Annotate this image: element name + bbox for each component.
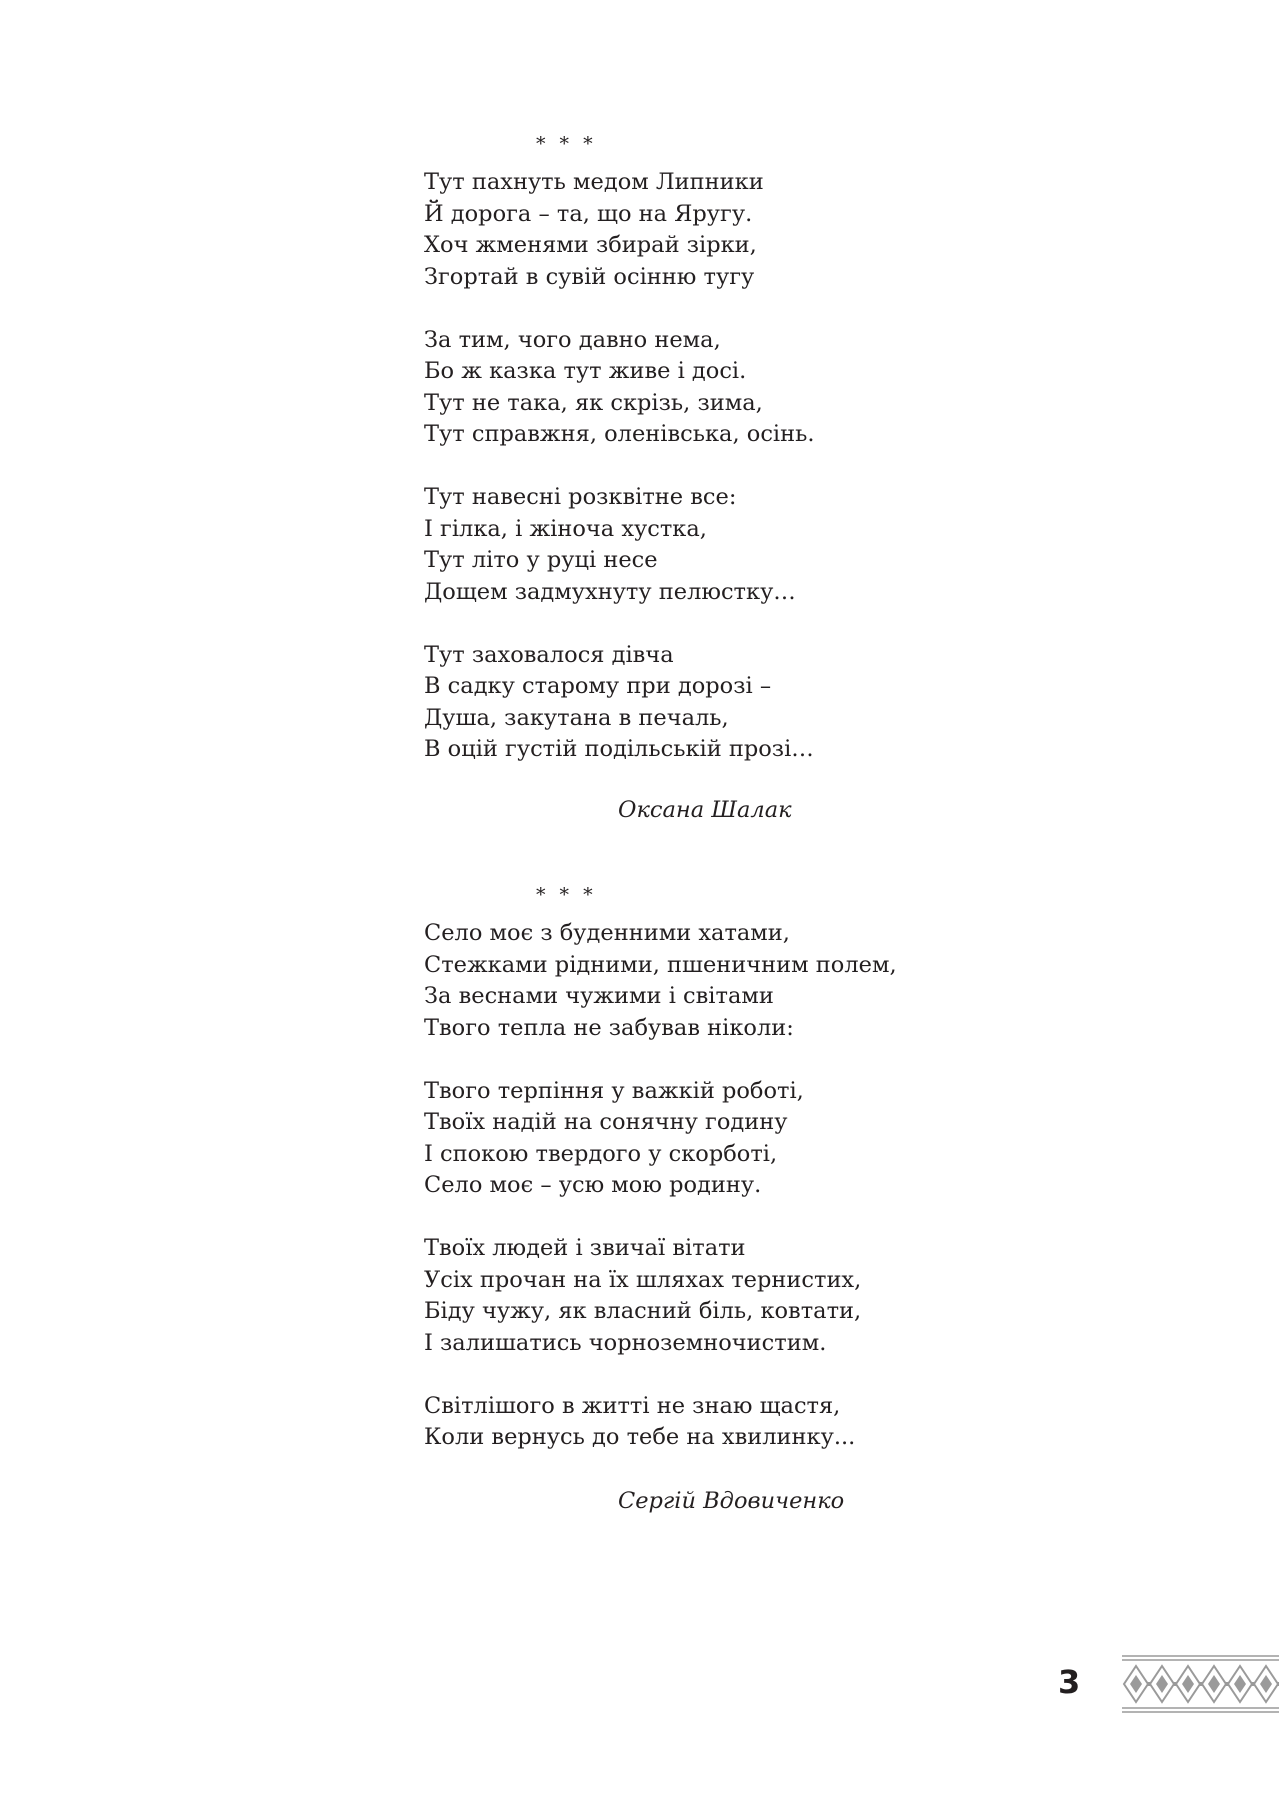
poem-line: Хоч жменями збирай зірки, xyxy=(424,232,757,258)
poem-line: Твоїх людей і звичаї вітати xyxy=(424,1235,746,1261)
poem-stanzas xyxy=(424,918,944,1485)
poem-line: Коли вернусь до тебе на хвилинку... xyxy=(424,1424,856,1450)
stanza xyxy=(424,918,944,1044)
poem-line: І залишатись чорноземночистим. xyxy=(424,1329,827,1356)
embroidery-ornament-icon xyxy=(1122,1653,1279,1715)
poem-separator: * * * xyxy=(536,133,597,155)
poem-line: Й дорога – та, що на Яругу. xyxy=(424,200,753,227)
poem-line: Стежками рідними, пшеничним полем, xyxy=(424,951,897,978)
poem-line: Твоїх надій на сонячну годину xyxy=(424,1109,788,1135)
stanza xyxy=(424,1076,944,1202)
stanza xyxy=(424,167,944,293)
poem-line: Тут справжня, оленівська, осінь. xyxy=(424,421,815,447)
poem-line: В садку старому при дорозі – xyxy=(424,673,772,699)
poem-line: Біду чужу, як власний біль, ковтати, xyxy=(424,1298,862,1324)
poem-line: Тут навесні розквітне все: xyxy=(424,484,737,510)
poem-line: Село моє – усю мою родину. xyxy=(424,1172,762,1198)
poem-line: Твого терпіння у важкій роботі, xyxy=(424,1077,804,1104)
poem-line: І гілка, і жіноча хустка, xyxy=(424,515,707,542)
poem-line: За тим, чого давно нема, xyxy=(424,326,721,353)
stanza xyxy=(424,640,944,766)
poem-line: І спокою твердого у скорботі, xyxy=(424,1140,778,1167)
poem-author: Оксана Шалак xyxy=(618,797,792,823)
poem-line: За веснами чужими і світами xyxy=(424,983,774,1009)
poem-line: Тут літо у руці несе xyxy=(424,547,658,573)
poem-line: Дощем задмухнуту пелюстку… xyxy=(424,578,796,605)
poem-line: Село моє з буденними хатами, xyxy=(424,920,790,946)
poem-line: Згортай в сувій осінню тугу xyxy=(424,263,755,290)
stanza xyxy=(424,482,944,608)
poem-line: Душа, закутана в печаль, xyxy=(424,704,729,731)
poem-line: Усіх прочан на їх шляхах тернистих, xyxy=(424,1266,862,1293)
stanza xyxy=(424,1233,944,1359)
poem-line: Бо ж казка тут живе і досі. xyxy=(424,358,747,384)
poem-author: Сергій Вдовиченко xyxy=(618,1488,845,1514)
poem-line: Тут пахнуть медом Липники xyxy=(424,169,764,195)
poem-line: В оцій густій подільській прозі… xyxy=(424,736,814,762)
poem-line: Твого тепла не забував ніколи: xyxy=(424,1014,794,1041)
stanza xyxy=(424,325,944,451)
poem-line: Тут заховалося дівча xyxy=(424,641,674,668)
poem-line: Тут не така, як скрізь, зима, xyxy=(424,389,763,416)
poem-line: Світлішого в житті не знаю щастя, xyxy=(424,1392,841,1419)
poem-separator: * * * xyxy=(536,884,597,906)
page-number: 3 xyxy=(1058,1663,1081,1701)
stanza xyxy=(424,1391,944,1454)
poem-stanzas xyxy=(424,167,944,797)
